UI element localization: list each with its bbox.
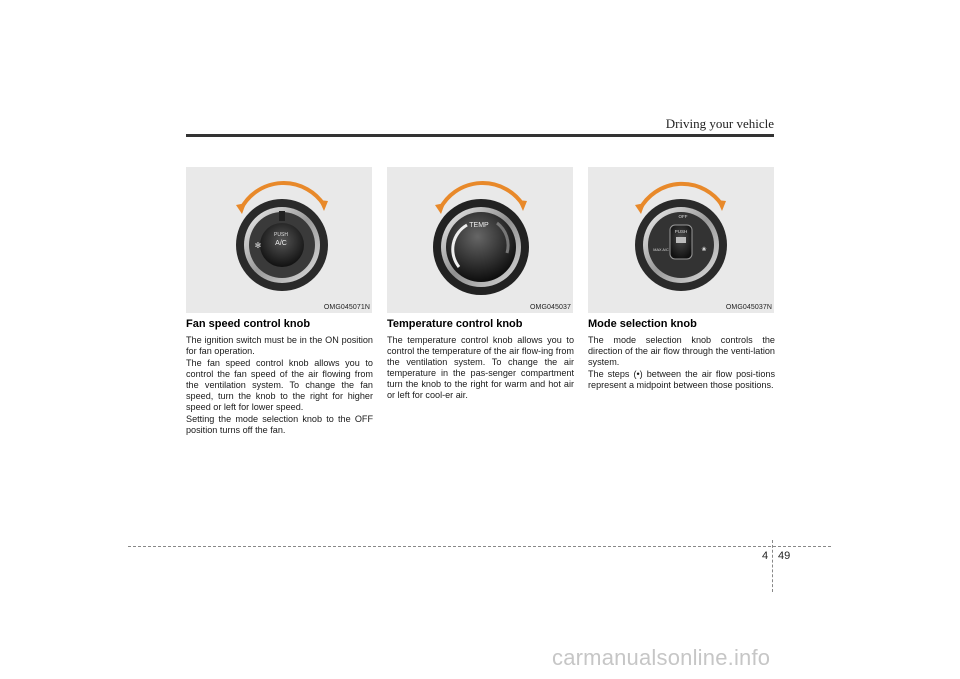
defrost-icon: ❀ bbox=[701, 247, 707, 253]
header-rule bbox=[186, 134, 774, 137]
paragraph: The steps (•) between the air flow posi-tions represent a midpoint between those positions. bbox=[588, 369, 775, 390]
page-number: 49 bbox=[778, 550, 791, 562]
watermark: carmanualsonline.info bbox=[552, 645, 771, 670]
section-fan-speed bbox=[186, 318, 373, 437]
section-temperature bbox=[387, 318, 574, 402]
section-mode-selection bbox=[588, 318, 775, 392]
knob-push-label: PUSH bbox=[274, 232, 288, 238]
figure-mode-selection-knob bbox=[588, 167, 774, 313]
knob-temp-label: TEMP bbox=[469, 222, 489, 229]
header-title: Driving your vehicle bbox=[665, 116, 774, 131]
paragraph: The mode selection knob controls the direction of the air flow through the venti-lation system. bbox=[588, 335, 775, 367]
figure-code: OMG045037 bbox=[530, 304, 571, 311]
paragraph: The temperature control knob allows you to control the temperature of the air flow-ing from the ventilation system. To change the air temperature in the pas-senger compartment turn the knob to the right for warm and hot air or left for cool-er air. bbox=[387, 335, 574, 400]
knob-push-label: PUSH bbox=[674, 229, 688, 234]
figure-fan-speed-knob bbox=[186, 167, 372, 313]
figure-temperature-knob bbox=[387, 167, 573, 313]
figure-code: OMG045037N bbox=[725, 304, 772, 311]
section-title: Temperature control knob bbox=[387, 318, 523, 330]
section-title: Fan speed control knob bbox=[186, 318, 311, 330]
knob-max-ac-label: MAX A/C bbox=[653, 248, 669, 252]
paragraph: The ignition switch must be in the ON position for fan operation. bbox=[186, 335, 373, 356]
mode-knob-illustration bbox=[588, 167, 774, 313]
knob-ac-label: A/C bbox=[275, 240, 287, 247]
footer-divider bbox=[772, 540, 773, 592]
fan-icon: ✻ bbox=[254, 241, 262, 250]
fan-knob-illustration bbox=[186, 167, 372, 313]
footer-rule bbox=[128, 546, 831, 547]
paragraph: Setting the mode selection knob to the OFF position turns off the fan. bbox=[186, 414, 373, 435]
paragraph: The fan speed control knob allows you to control the fan speed of the air flowing from the ventilation system. To change the fan speed, turn the knob to the right for higher speed or left for lower speed. bbox=[186, 358, 373, 412]
knob-off-label: OFF bbox=[678, 214, 688, 219]
figure-code: OMG045071N bbox=[323, 304, 370, 311]
chapter-number: 4 bbox=[762, 550, 769, 562]
section-title: Mode selection knob bbox=[588, 318, 697, 330]
temperature-knob-illustration bbox=[387, 167, 573, 313]
